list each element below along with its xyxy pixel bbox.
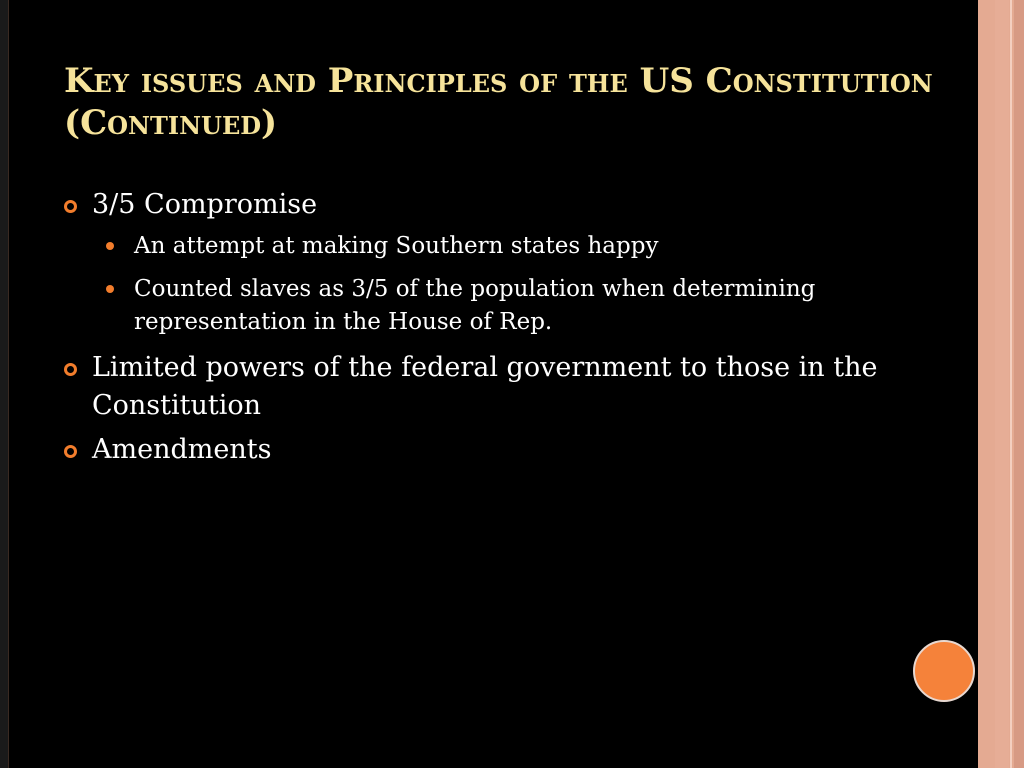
side-stripe: [1014, 0, 1024, 768]
bullet-dot-icon: [106, 285, 114, 293]
bullet-item: [62, 349, 922, 425]
bullet-text: Amendments: [92, 434, 272, 465]
slide-content: [62, 186, 922, 475]
side-stripe: [995, 0, 1009, 768]
sub-bullet-item: [62, 230, 922, 263]
bullet-item: [62, 186, 922, 224]
bullet-item: [62, 431, 922, 469]
bullet-ring-icon: [64, 200, 77, 213]
bullet-ring-icon: [64, 363, 77, 376]
bullet-dot-icon: [106, 242, 114, 250]
bullet-text: Limited powers of the federal government to those in the Constitution: [92, 352, 878, 421]
slide-title: Key issues and Principles of the US Constitution (Continued): [64, 61, 933, 143]
sub-bullet-text: An attempt at making Southern states happy: [134, 233, 659, 259]
sub-bullet-text: Counted slaves as 3/5 of the population when determining representation in the House of Rep.: [134, 276, 816, 335]
side-stripe: [1010, 0, 1012, 768]
decorative-circle: [913, 640, 975, 702]
left-border: [0, 0, 9, 768]
bullet-text: 3/5 Compromise: [92, 189, 318, 220]
sub-bullet-item: [62, 273, 922, 339]
bullet-ring-icon: [64, 445, 77, 458]
